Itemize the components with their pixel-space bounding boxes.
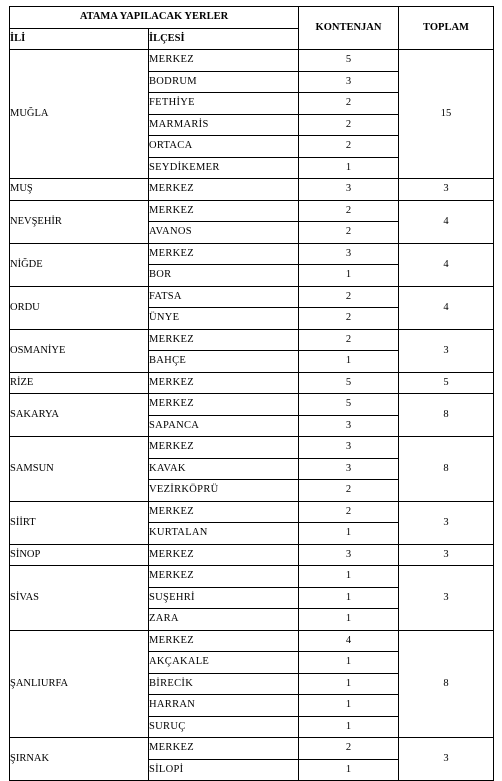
ilce-cell: ZARA [149, 609, 299, 631]
table-row [10, 243, 494, 265]
ilce-cell: MERKEZ [149, 179, 299, 201]
table-row [10, 501, 494, 523]
kontenjan-cell: 2 [299, 200, 399, 222]
ilce-cell: BODRUM [149, 71, 299, 93]
table-row [10, 200, 494, 222]
toplam-cell: 5 [399, 372, 494, 394]
kontenjan-cell: 2 [299, 286, 399, 308]
ilce-cell: AKÇAKALE [149, 652, 299, 674]
ilce-cell: SİLOPİ [149, 759, 299, 781]
kontenjan-cell: 1 [299, 587, 399, 609]
kontenjan-cell: 3 [299, 437, 399, 459]
kontenjan-cell: 3 [299, 243, 399, 265]
table-row [10, 394, 494, 416]
il-cell: SİVAS [10, 566, 149, 631]
header-il: İLİ [10, 28, 149, 50]
table-row [10, 437, 494, 459]
il-cell: SİNOP [10, 544, 149, 566]
header-group-title: ATAMA YAPILACAK YERLER [10, 7, 299, 29]
il-cell: SAKARYA [10, 394, 149, 437]
il-cell: RİZE [10, 372, 149, 394]
ilce-cell: BAHÇE [149, 351, 299, 373]
kontenjan-cell: 3 [299, 71, 399, 93]
ilce-cell: HARRAN [149, 695, 299, 717]
ilce-cell: MERKEZ [149, 243, 299, 265]
ilce-cell: FATSA [149, 286, 299, 308]
kontenjan-cell: 1 [299, 609, 399, 631]
kontenjan-cell: 1 [299, 673, 399, 695]
table-header [10, 7, 494, 50]
kontenjan-cell: 1 [299, 695, 399, 717]
ilce-cell: MERKEZ [149, 738, 299, 760]
kontenjan-cell: 1 [299, 566, 399, 588]
ilce-cell: BOR [149, 265, 299, 287]
ilce-cell: SURUÇ [149, 716, 299, 738]
table-row [10, 566, 494, 588]
ilce-cell: KAVAK [149, 458, 299, 480]
header-ilce: İLÇESİ [149, 28, 299, 50]
ilce-cell: MERKEZ [149, 437, 299, 459]
table-row [10, 179, 494, 201]
toplam-cell: 3 [399, 544, 494, 566]
ilce-cell: SEYDİKEMER [149, 157, 299, 179]
table-row [10, 544, 494, 566]
toplam-cell: 4 [399, 243, 494, 286]
toplam-cell: 3 [399, 566, 494, 631]
kontenjan-cell: 2 [299, 738, 399, 760]
table-row [10, 738, 494, 760]
kontenjan-cell: 2 [299, 114, 399, 136]
toplam-cell: 4 [399, 286, 494, 329]
ilce-cell: ÜNYE [149, 308, 299, 330]
il-cell: ŞANLIURFA [10, 630, 149, 738]
ilce-cell: MERKEZ [149, 566, 299, 588]
kontenjan-cell: 1 [299, 716, 399, 738]
table-body [10, 50, 494, 781]
header-row-top [10, 7, 494, 29]
kontenjan-cell: 1 [299, 351, 399, 373]
toplam-cell: 3 [399, 738, 494, 781]
kontenjan-cell: 1 [299, 157, 399, 179]
kontenjan-cell: 2 [299, 136, 399, 158]
kontenjan-cell: 5 [299, 50, 399, 72]
kontenjan-cell: 2 [299, 222, 399, 244]
kontenjan-cell: 4 [299, 630, 399, 652]
ilce-cell: MERKEZ [149, 501, 299, 523]
header-kontenjan: KONTENJAN [299, 7, 399, 50]
kontenjan-cell: 1 [299, 652, 399, 674]
ilce-cell: SUŞEHRİ [149, 587, 299, 609]
kontenjan-cell: 3 [299, 415, 399, 437]
table-row [10, 329, 494, 351]
table-row [10, 50, 494, 72]
ilce-cell: FETHİYE [149, 93, 299, 115]
assignment-table [9, 6, 494, 781]
ilce-cell: BİRECİK [149, 673, 299, 695]
ilce-cell: MERKEZ [149, 394, 299, 416]
kontenjan-cell: 5 [299, 394, 399, 416]
toplam-cell: 3 [399, 329, 494, 372]
ilce-cell: SAPANCA [149, 415, 299, 437]
kontenjan-cell: 2 [299, 501, 399, 523]
kontenjan-cell: 1 [299, 523, 399, 545]
kontenjan-cell: 1 [299, 759, 399, 781]
kontenjan-cell: 1 [299, 265, 399, 287]
table-row [10, 372, 494, 394]
il-cell: ORDU [10, 286, 149, 329]
toplam-cell: 15 [399, 50, 494, 179]
kontenjan-cell: 3 [299, 544, 399, 566]
kontenjan-cell: 5 [299, 372, 399, 394]
toplam-cell: 8 [399, 630, 494, 738]
table-row [10, 286, 494, 308]
il-cell: NEVŞEHİR [10, 200, 149, 243]
toplam-cell: 4 [399, 200, 494, 243]
toplam-cell: 3 [399, 501, 494, 544]
ilce-cell: AVANOS [149, 222, 299, 244]
ilce-cell: VEZİRKÖPRÜ [149, 480, 299, 502]
il-cell: ŞIRNAK [10, 738, 149, 781]
ilce-cell: MERKEZ [149, 544, 299, 566]
il-cell: OSMANİYE [10, 329, 149, 372]
toplam-cell: 8 [399, 394, 494, 437]
header-toplam: TOPLAM [399, 7, 494, 50]
ilce-cell: ORTACA [149, 136, 299, 158]
il-cell: MUŞ [10, 179, 149, 201]
kontenjan-cell: 3 [299, 179, 399, 201]
kontenjan-cell: 3 [299, 458, 399, 480]
ilce-cell: MERKEZ [149, 630, 299, 652]
kontenjan-cell: 2 [299, 308, 399, 330]
ilce-cell: MERKEZ [149, 200, 299, 222]
ilce-cell: KURTALAN [149, 523, 299, 545]
il-cell: MUĞLA [10, 50, 149, 179]
toplam-cell: 3 [399, 179, 494, 201]
il-cell: NİĞDE [10, 243, 149, 286]
il-cell: SAMSUN [10, 437, 149, 502]
kontenjan-cell: 2 [299, 480, 399, 502]
kontenjan-cell: 2 [299, 329, 399, 351]
table-row [10, 630, 494, 652]
ilce-cell: MERKEZ [149, 329, 299, 351]
kontenjan-cell: 2 [299, 93, 399, 115]
ilce-cell: MERKEZ [149, 372, 299, 394]
ilce-cell: MERKEZ [149, 50, 299, 72]
ilce-cell: MARMARİS [149, 114, 299, 136]
toplam-cell: 8 [399, 437, 494, 502]
il-cell: SİİRT [10, 501, 149, 544]
